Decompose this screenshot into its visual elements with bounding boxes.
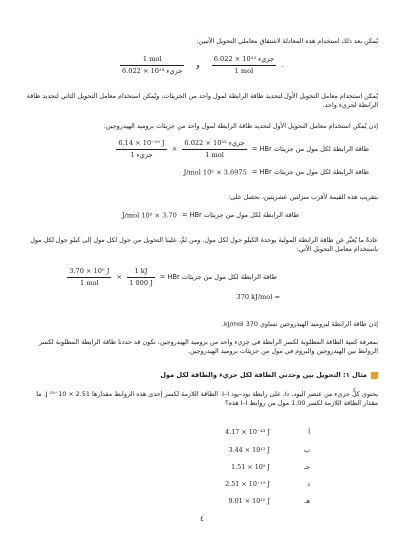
answer-option-a[interactable]: [50, 428, 310, 437]
paragraph-3: بتقريب هذه القيمة لأقرب منزلتين عشريتين، نحصل على:: [228, 193, 378, 201]
answer-option-c[interactable]: [50, 463, 310, 472]
paragraph-6: بمعرفة كمية الطاقة المطلوبة لكسر الرابطة في جزيء واحد من بروميد الهيدروجين، نكون قد حددنا طاقة الرابطة المطلوبة لكسر الروابط بين الهيدروجين والبروم في مول من جزيئات بروميد الهيدروجين.: [39, 338, 378, 355]
equation-3-label: طاقة الرابطة لكل مول من جزيئات HBr =: [181, 211, 299, 219]
intro-paragraph: يُمكن بعد ذلك استخدام هذه المعادلة لاشتقاق معاملي التحويل الآتيين:: [196, 37, 378, 45]
equation-4-fraction-2-numerator: 1 kJ: [127, 267, 155, 278]
equation-5: 370 kJ/mol =: [236, 293, 280, 301]
equation-3: [122, 211, 302, 220]
equation-2-label: طاقة الرابطة لكل مول من جزيئات HBr =: [251, 168, 369, 176]
equation-2-value: 3.6975 × 10⁵ J/mol: [183, 168, 247, 177]
equation-1-fraction-1: [116, 139, 166, 160]
paragraph-4: عادةً ما يُعبَّر عن طاقة الرابطة المولية بوحدة الكيلو جول لكل مول. ومن ثَمَّ، علينا التحويل من جول لكل مول إلى كيلو جول لكل مول باستخدام معامل التحويل الآتي:: [30, 236, 378, 253]
equation-1: [116, 139, 372, 160]
option-letter: جـ: [304, 463, 310, 471]
option-letter: د: [307, 480, 310, 488]
paragraph-2: إذن يُمكن استخدام معامل التحويل الأول لتحديد طاقة الرابطة لمول واحد من جزيئات بروميد الهيدروجين:: [103, 122, 378, 130]
equation-4-fraction-2-denominator: 1 000 J: [129, 278, 153, 287]
example-heading: [160, 371, 378, 380]
conversion-factor-2-denominator: 1 mol: [234, 66, 254, 75]
conversion-factor-2: [212, 55, 276, 76]
conversion-factor-2-numerator: 6.022 × 10²³ جزيء: [212, 55, 276, 66]
paragraph-1: يُمكن استخدام معامل التحويل الأول لتحديد طاقة الرابطة لمول واحد من الجزيئات، ويُمكن استخدام معامل التحويل الثاني لتحديد طاقة الرابطة لجزيء واحد.: [26, 92, 378, 109]
conversion-factor-1: [120, 55, 184, 76]
equation-4-fraction-1: [67, 267, 111, 288]
square-bullet-icon: [371, 372, 378, 379]
equation-1-fraction-2: [182, 139, 246, 160]
times-sign: ×: [171, 144, 178, 153]
equation-3-value: 3.70 × 10⁵ J/mol: [122, 211, 177, 220]
page-number: ٤: [200, 515, 204, 523]
option-value: 2.51 × 10⁻¹⁹ J: [225, 480, 270, 488]
conjunction-and: و: [196, 60, 200, 69]
conversion-factor-1-numerator: 1 mol: [120, 55, 184, 66]
equation-1-fraction-2-numerator: 6.022 × 10²³ جزيء: [182, 139, 246, 150]
option-letter: ب: [303, 446, 310, 454]
equation-1-fraction-2-denominator: 1 mol: [205, 150, 224, 159]
equation-4-fraction-1-numerator: 3.70 × 10⁵ J: [67, 267, 111, 278]
conversion-factors: [120, 55, 286, 76]
example-question: يحتوي كلُّ جزيء من عنصر اليود، I₂، على رابطة يود–يود I–I. الطاقة اللازمة لكسر إحدى هذه الروابط مقدارها 2.51 × 10⁻¹⁹ J. ما مقدار الطاقة اللازمة لكسر 1.00 مول من روابط I–I هذه؟: [36, 390, 378, 407]
times-sign: ×: [116, 272, 123, 281]
answer-option-e[interactable]: [50, 497, 310, 506]
option-letter: أ: [308, 428, 310, 436]
option-value: 1.51 × 10⁵ J: [231, 463, 270, 471]
answer-option-d[interactable]: [50, 480, 310, 489]
equation-1-fraction-1-numerator: 6.14 × 10⁻¹⁹ J: [116, 139, 166, 150]
example-title: مثال ١: التحويل بين وحدتي الطاقة لكل جزيء والطاقة لكل مول: [160, 371, 367, 379]
paragraph-5: إذن طاقة الرابطة لبروميد الهيدروجين تساوي 370 kJ/mol.: [221, 320, 378, 328]
equation-1-label: طاقة الرابطة لكل مول من جزيئات HBr =: [251, 144, 369, 153]
period: .: [281, 60, 284, 69]
equation-4-fraction-2: [127, 267, 155, 288]
equation-4-fraction-1-denominator: 1 mol: [79, 278, 99, 287]
option-value: 3.44 × 10¹² J: [228, 446, 270, 454]
equation-1-fraction-1-denominator: 1 جزيء: [130, 150, 153, 159]
equation-2: [184, 168, 372, 177]
option-value: 9.01 × 10¹⁰ J: [228, 497, 270, 505]
answer-option-b[interactable]: [50, 446, 310, 455]
option-value: 4.17 × 10⁻⁴³ J: [225, 428, 270, 436]
equation-4-label: طاقة الرابطة لكل مول من جزيئات HBr =: [159, 272, 277, 281]
option-letter: هـ: [304, 497, 310, 505]
equation-4: [67, 267, 280, 288]
conversion-factor-1-denominator: 6.022 × 10²³ جزيء: [122, 66, 183, 75]
